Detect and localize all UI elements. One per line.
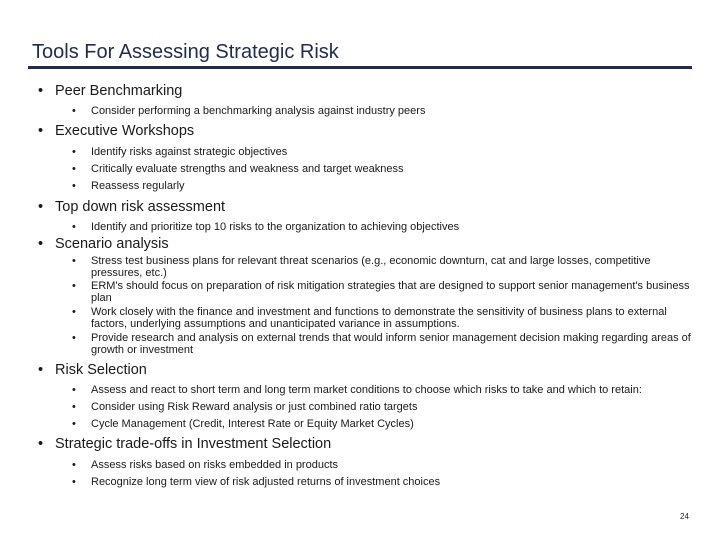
bullet-icon: • xyxy=(38,436,44,452)
section-heading-text: Scenario analysis xyxy=(55,236,169,252)
bullet-icon: • xyxy=(72,476,76,488)
list-item-text: Identify and prioritize top 10 risks to the organization to achieving objectives xyxy=(91,221,460,233)
bullet-icon: • xyxy=(72,459,76,471)
section-heading xyxy=(38,436,331,452)
section-heading-text: Top down risk assessment xyxy=(55,199,226,215)
list-item-text: Cycle Management (Credit, Interest Rate or Equity Market Cycles) xyxy=(91,418,414,430)
section-heading-text: Risk Selection xyxy=(55,362,147,378)
section-heading xyxy=(38,362,147,378)
list-item xyxy=(72,106,697,118)
bullet-icon: • xyxy=(72,105,76,117)
list-item xyxy=(72,385,697,397)
section-heading xyxy=(38,199,225,215)
list-item-text: Consider performing a benchmarking analysis against industry peers xyxy=(91,105,426,117)
list-item-text: Assess and react to short term and long term market conditions to choose which risks to take and which to retain: xyxy=(91,384,642,396)
bullet-icon: • xyxy=(38,123,44,139)
list-item xyxy=(72,222,697,234)
list-item xyxy=(72,419,697,431)
list-item xyxy=(72,164,697,176)
bullet-icon: • xyxy=(72,163,76,175)
bullet-icon: • xyxy=(72,280,76,292)
list-item-text: Identify risks against strategic objectives xyxy=(91,146,288,158)
page-number: 24 xyxy=(680,512,689,521)
section-heading xyxy=(38,123,194,139)
bullet-icon: • xyxy=(38,362,44,378)
list-item xyxy=(72,281,697,304)
bullet-icon: • xyxy=(72,180,76,192)
list-item xyxy=(72,402,697,414)
bullet-icon: • xyxy=(72,384,76,396)
bullet-icon: • xyxy=(38,199,44,215)
list-item xyxy=(72,477,697,489)
list-item xyxy=(72,147,697,159)
bullet-icon: • xyxy=(72,401,76,413)
bullet-icon: • xyxy=(72,221,76,233)
section-heading xyxy=(38,83,182,99)
list-item-text: Recognize long term view of risk adjusted returns of investment choices xyxy=(91,476,441,488)
bullet-icon: • xyxy=(72,332,76,344)
list-item-text: ERM's should focus on preparation of risk mitigation strategies that are designed to support senior management's business plan xyxy=(91,280,690,304)
list-item xyxy=(72,256,697,279)
section-heading-text: Strategic trade-offs in Investment Selection xyxy=(55,436,332,452)
list-item-text: Assess risks based on risks embedded in products xyxy=(91,459,339,471)
bullet-icon: • xyxy=(72,255,76,267)
list-item-text: Stress test business plans for relevant threat scenarios (e.g., economic downturn, cat and large losses, competitive pressures, etc.) xyxy=(91,255,651,279)
list-item xyxy=(72,460,697,472)
bullet-icon: • xyxy=(38,236,44,252)
list-item xyxy=(72,333,697,356)
bullet-icon: • xyxy=(38,83,44,99)
list-item-text: Work closely with the finance and investment and functions to demonstrate the sensitivity of business plans to external factors, underlying assumptions and unanticipated variance in assumptions. xyxy=(91,306,667,330)
list-item-text: Critically evaluate strengths and weakness and target weakness xyxy=(91,163,404,175)
list-item-text: Provide research and analysis on external trends that would inform senior management decision making regarding areas of growth or investment xyxy=(91,332,691,356)
list-item xyxy=(72,181,697,193)
bullet-icon: • xyxy=(72,146,76,158)
section-heading xyxy=(38,236,169,252)
section-heading-text: Executive Workshops xyxy=(55,123,195,139)
list-item-text: Consider using Risk Reward analysis or just combined ratio targets xyxy=(91,401,418,413)
bullet-icon: • xyxy=(72,306,76,318)
slide-title: Tools For Assessing Strategic Risk xyxy=(32,41,339,63)
bullet-icon: • xyxy=(72,418,76,430)
list-item xyxy=(72,307,697,330)
list-item-text: Reassess regularly xyxy=(91,180,185,192)
section-heading-text: Peer Benchmarking xyxy=(55,83,183,99)
